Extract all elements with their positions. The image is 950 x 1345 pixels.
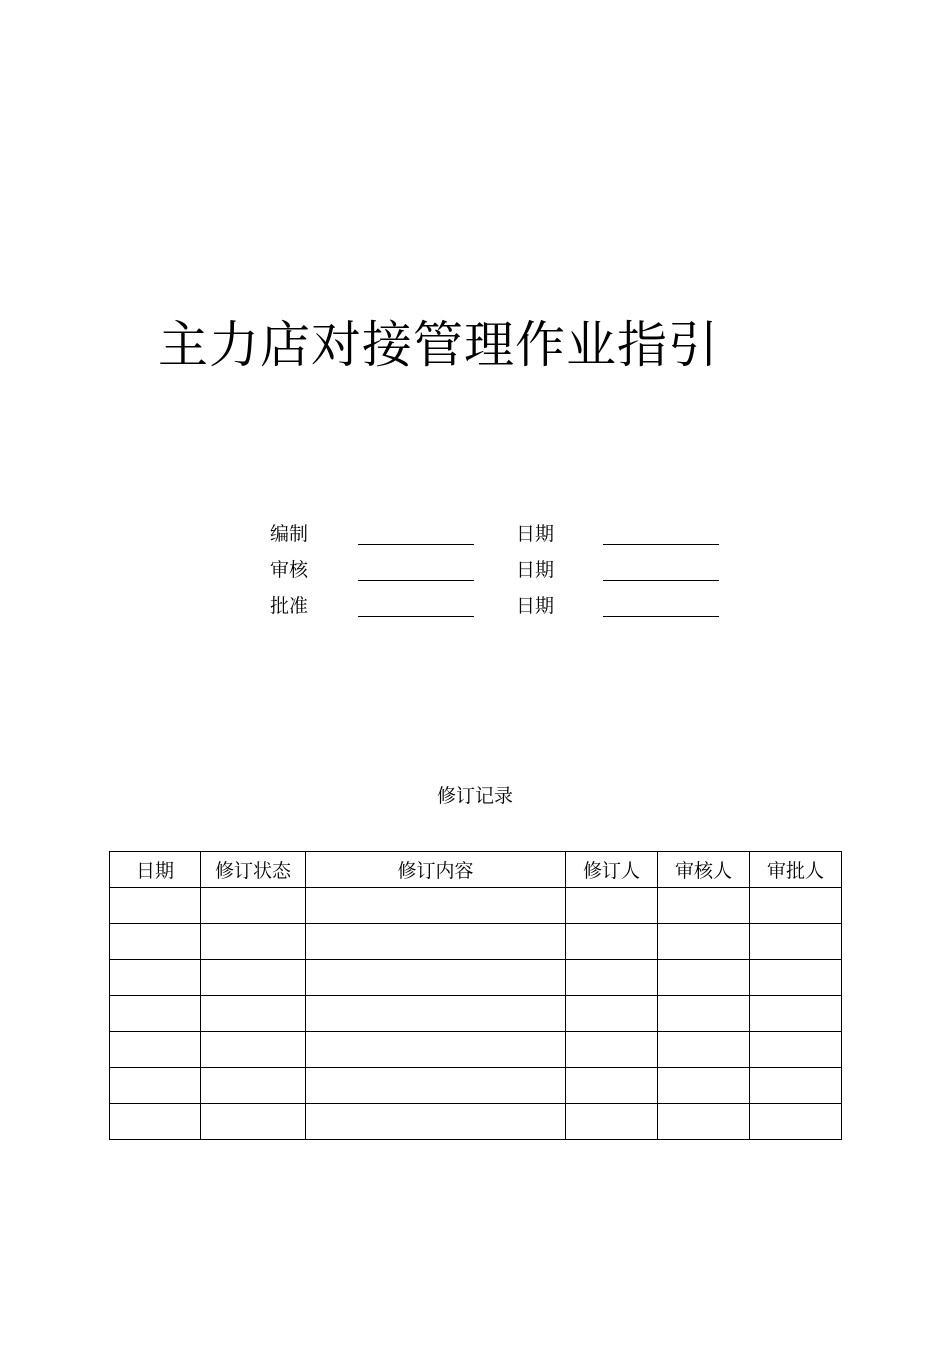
column-header-revision-content: 修订内容 <box>306 852 566 888</box>
revision-table-body <box>110 888 842 1140</box>
table-header-row <box>110 852 842 888</box>
cell-date <box>110 1032 201 1068</box>
cell-approved-by <box>750 888 842 924</box>
approved-by-label: 批准 <box>270 595 309 617</box>
revision-record-heading: 修订记录 <box>436 785 513 807</box>
cell-revision-content <box>306 888 566 924</box>
cell-reviewed-by <box>658 1104 750 1140</box>
cell-revised-by <box>566 1068 658 1104</box>
cell-revised-by <box>566 996 658 1032</box>
prepared-date-label: 日期 <box>516 523 555 545</box>
column-header-date: 日期 <box>110 852 201 888</box>
column-header-reviewed-by: 审核人 <box>658 852 750 888</box>
cell-approved-by <box>750 996 842 1032</box>
cell-revision-status <box>201 996 306 1032</box>
cell-reviewed-by <box>658 960 750 996</box>
column-header-revised-by: 修订人 <box>566 852 658 888</box>
revision-record-table <box>109 851 842 1140</box>
column-header-approved-by: 审批人 <box>750 852 842 888</box>
reviewed-date-label: 日期 <box>516 559 555 581</box>
cell-approved-by <box>750 1068 842 1104</box>
cell-revision-content <box>306 960 566 996</box>
cell-revision-status <box>201 924 306 960</box>
cell-revision-status <box>201 1032 306 1068</box>
prepared-by-label: 编制 <box>270 523 309 545</box>
cell-reviewed-by <box>658 888 750 924</box>
signoff-row-reviewed <box>270 556 730 592</box>
cell-date <box>110 960 201 996</box>
cell-revision-content <box>306 1032 566 1068</box>
reviewed-by-label: 审核 <box>270 559 309 581</box>
signoff-block <box>270 520 730 628</box>
cell-reviewed-by <box>658 996 750 1032</box>
cell-approved-by <box>750 1032 842 1068</box>
cell-revised-by <box>566 1104 658 1140</box>
cell-revised-by <box>566 1032 658 1068</box>
table-row <box>110 996 842 1032</box>
cell-date <box>110 888 201 924</box>
cell-revision-status <box>201 888 306 924</box>
cell-date <box>110 1068 201 1104</box>
prepared-by-signature-line <box>358 544 474 545</box>
table-row <box>110 1104 842 1140</box>
cell-revision-status <box>201 1104 306 1140</box>
signoff-row-approved <box>270 592 730 628</box>
document-title: 主力店对接管理作业指引 <box>158 316 719 374</box>
reviewed-date-line <box>603 580 719 581</box>
table-row <box>110 888 842 924</box>
cell-revision-content <box>306 1104 566 1140</box>
cell-revision-content <box>306 924 566 960</box>
approved-date-label: 日期 <box>516 595 555 617</box>
signoff-row-prepared <box>270 520 730 556</box>
cell-revised-by <box>566 924 658 960</box>
approved-by-signature-line <box>358 616 474 617</box>
cell-reviewed-by <box>658 1068 750 1104</box>
cell-date <box>110 996 201 1032</box>
approved-date-line <box>603 616 719 617</box>
table-row <box>110 960 842 996</box>
cell-revised-by <box>566 960 658 996</box>
cell-revision-status <box>201 1068 306 1104</box>
prepared-date-line <box>603 544 719 545</box>
cell-date <box>110 924 201 960</box>
cell-revised-by <box>566 888 658 924</box>
cell-reviewed-by <box>658 1032 750 1068</box>
cell-revision-content <box>306 996 566 1032</box>
table-row <box>110 1032 842 1068</box>
cell-reviewed-by <box>658 924 750 960</box>
cell-date <box>110 1104 201 1140</box>
cell-approved-by <box>750 924 842 960</box>
cell-revision-status <box>201 960 306 996</box>
table-row <box>110 924 842 960</box>
cell-revision-content <box>306 1068 566 1104</box>
reviewed-by-signature-line <box>358 580 474 581</box>
cell-approved-by <box>750 1104 842 1140</box>
column-header-revision-status: 修订状态 <box>201 852 306 888</box>
table-row <box>110 1068 842 1104</box>
cell-approved-by <box>750 960 842 996</box>
